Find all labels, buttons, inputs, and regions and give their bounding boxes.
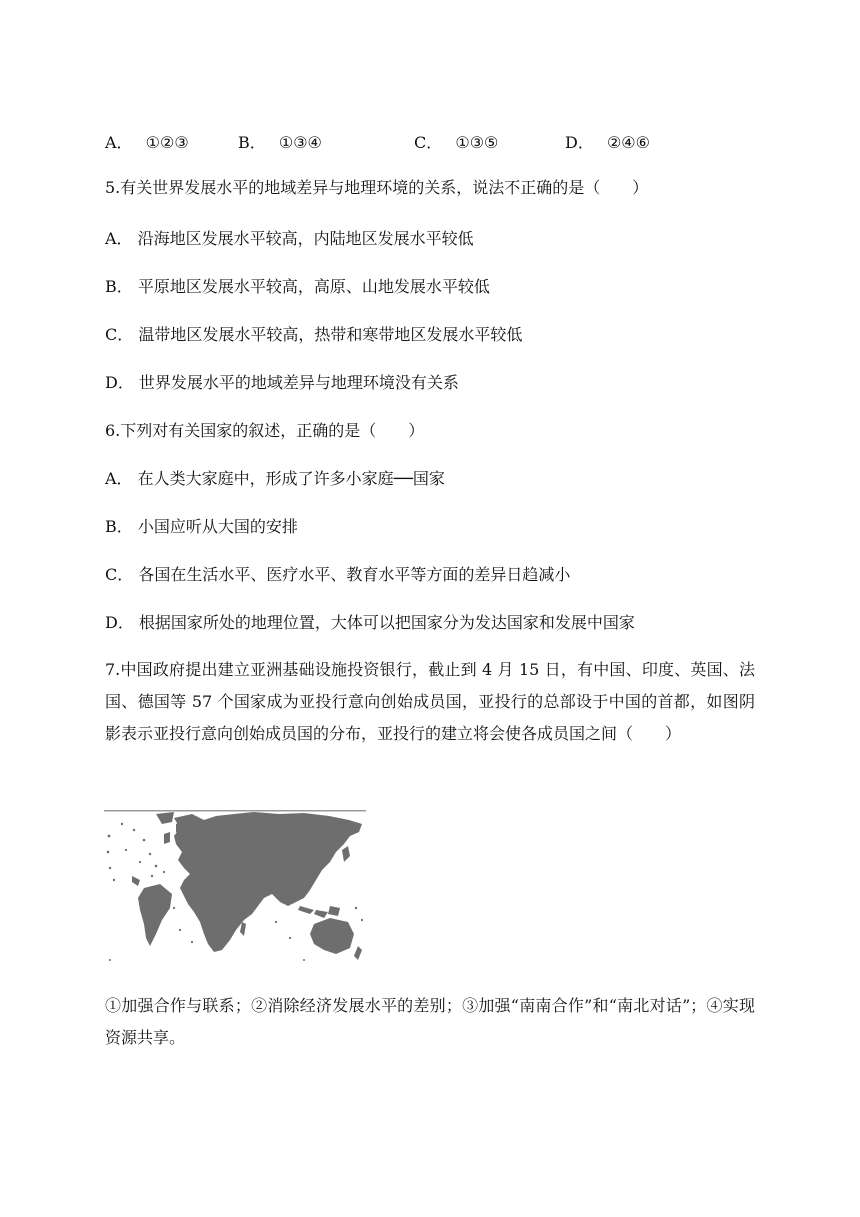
q7-stem: 7.中国政府提出建立亚洲基础设施投资银行，截止到 4 月 15 日，有中国、印度、英国、法国、德国等 57 个国家成为亚投行意向创始成员国，亚投行的总部设于中国的首都，如图阴影表示亚投行意向创始成员国的分布，亚投行的建立将会使各成员国之间（ ） <box>105 660 755 743</box>
q6-stem: 6.下列对有关国家的叙述，正确的是（ ） <box>105 421 425 440</box>
q5-option-a: A． 沿海地区发展水平较高，内陆地区发展水平较低 <box>105 229 474 248</box>
q4-option-a <box>105 133 189 153</box>
option-letter: A． <box>105 133 133 152</box>
option-text: ①③④ <box>278 133 322 152</box>
option-text: ①②③ <box>145 133 189 152</box>
option-text: ②④⑥ <box>606 133 650 152</box>
q5-option-b: B． 平原地区发展水平较高，高原、山地发展水平较低 <box>105 277 490 296</box>
q5-stem: 5.有关世界发展水平的地域差异与地理环境的关系，说法不正确的是（ ） <box>105 178 649 197</box>
q4-option-d <box>565 133 650 153</box>
q4-option-b <box>238 133 322 153</box>
q4-option-c <box>414 133 498 153</box>
q6-option-b: B． 小国应听从大国的安排 <box>105 517 298 536</box>
option-letter: C． <box>414 133 443 152</box>
q6-option-d: D． 根据国家所处的地理位置，大体可以把国家分为发达国家和发展中国家 <box>105 613 635 632</box>
world-map-figure <box>104 810 366 966</box>
q7-statements: ①加强合作与联系；②消除经济发展水平的差别；③加强“南南合作”和“南北对话”；④实现资源共享。 <box>105 996 755 1047</box>
option-letter: B． <box>238 133 266 152</box>
q6-option-c: C． 各国在生活水平、医疗水平、教育水平等方面的差异日趋减小 <box>105 565 571 584</box>
q5-option-c: C． 温带地区发展水平较高，热带和寒带地区发展水平较低 <box>105 325 523 344</box>
option-letter: D． <box>565 133 594 152</box>
option-text: ①③⑤ <box>455 133 499 152</box>
q5-option-d: D． 世界发展水平的地域差异与地理环境没有关系 <box>105 373 459 392</box>
q6-option-a: A． 在人类大家庭中，形成了许多小家庭──国家 <box>105 469 445 488</box>
